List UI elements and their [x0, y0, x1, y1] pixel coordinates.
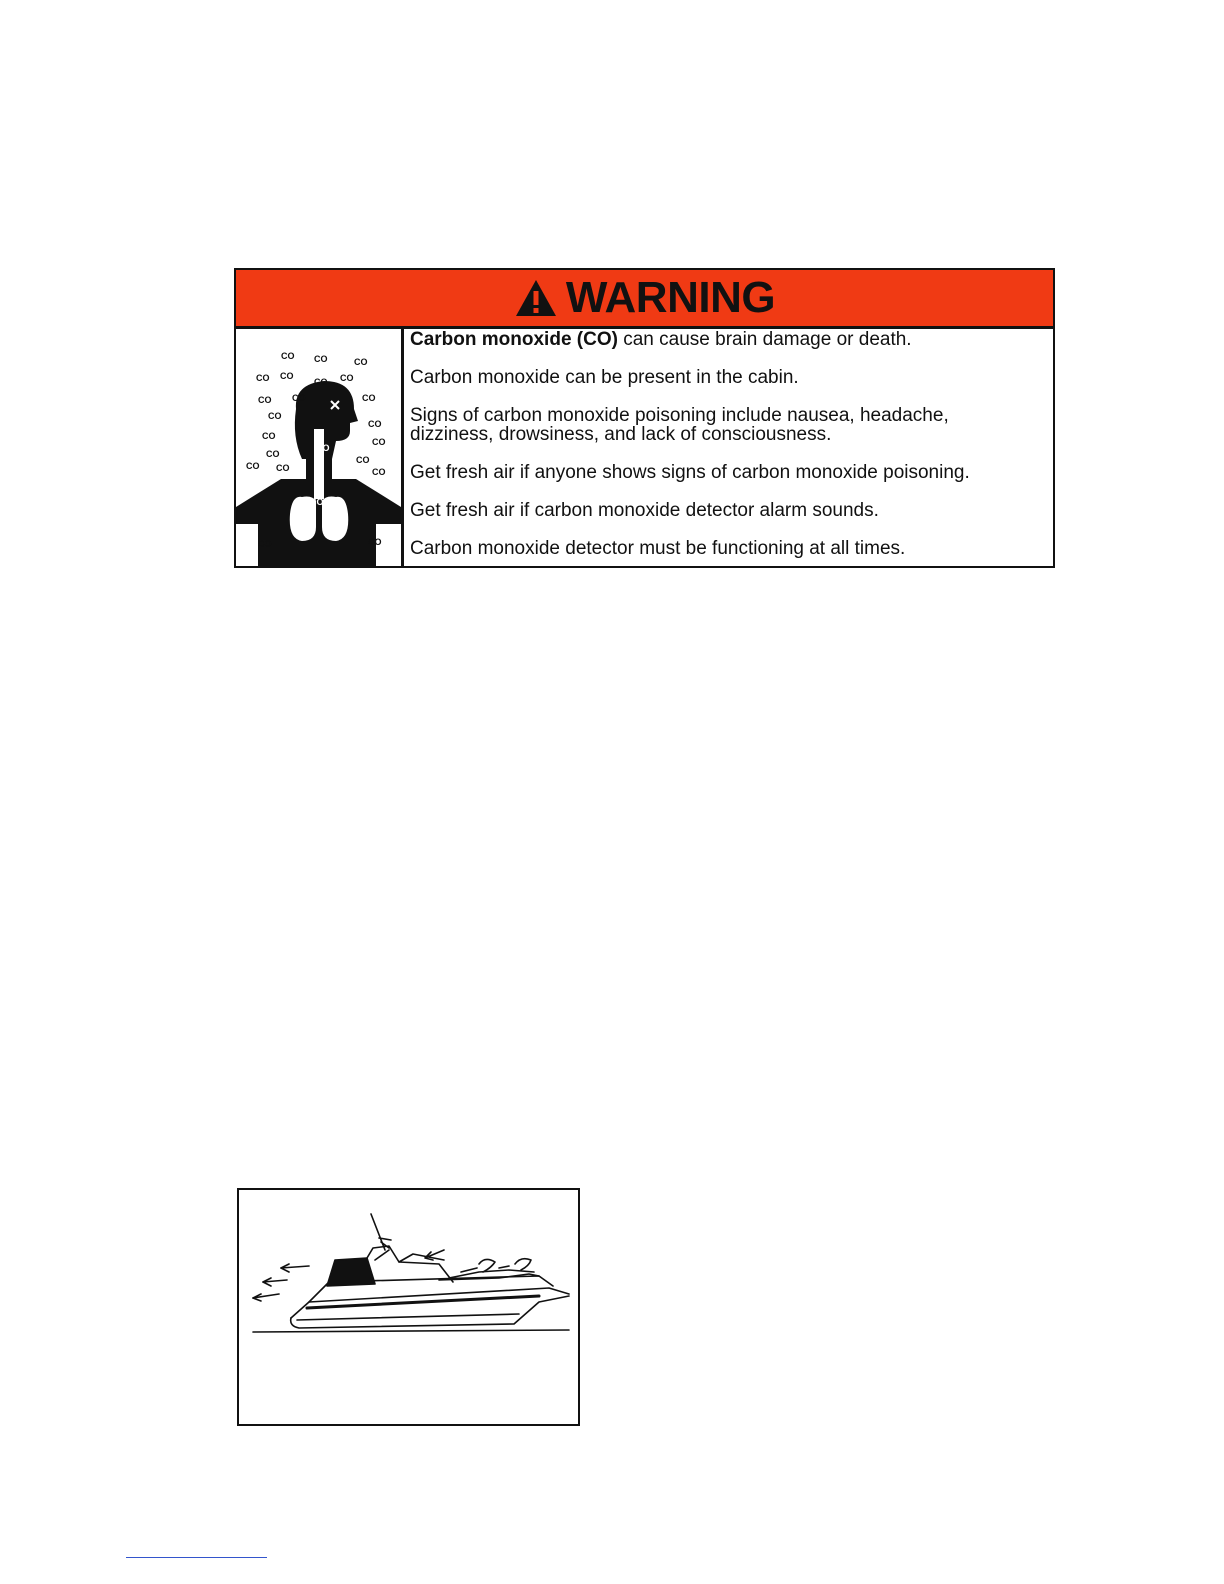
warning-line-2: Carbon monoxide can be present in the cabin.: [410, 367, 799, 388]
co-molecule: CO: [292, 393, 306, 403]
co-molecule: CO: [328, 521, 342, 531]
carbon-monoxide-pictogram: [236, 329, 404, 566]
footnote-rule: [126, 1557, 267, 1558]
warning-line-3a: Signs of carbon monoxide poisoning include nausea, headache,: [410, 405, 949, 426]
warning-line-1: [410, 330, 1049, 350]
warning-line-1-bold: Carbon monoxide (CO): [410, 329, 618, 350]
warning-triangle-icon: [514, 278, 558, 318]
co-molecule: CO: [262, 431, 276, 441]
co-molecule: CO: [362, 393, 376, 403]
warning-line-5: Get fresh air if carbon monoxide detector alarm sounds.: [410, 500, 879, 521]
co-molecule: CO: [316, 443, 330, 453]
co-molecule: CO: [310, 497, 324, 507]
co-molecule: CO: [340, 373, 354, 383]
co-molecule: CO: [280, 371, 294, 381]
carbon-monoxide-inhalation-icon: [236, 329, 401, 566]
co-molecule: CO: [354, 357, 368, 367]
co-molecule: CO: [314, 354, 328, 364]
co-molecule: CO: [368, 537, 382, 547]
warning-title: WARNING: [565, 273, 776, 322]
warning-line-3b: dizziness, drowsiness, and lack of consciousness.: [410, 424, 832, 445]
co-molecule: CO: [314, 377, 328, 387]
co-molecule: CO: [281, 351, 295, 361]
co-molecule: CO: [258, 539, 272, 549]
co-molecule: CO: [246, 461, 260, 471]
co-molecule: CO: [368, 419, 382, 429]
warning-text-panel: [408, 329, 1049, 566]
co-molecule: CO: [328, 501, 342, 511]
co-molecule: CO: [266, 449, 280, 459]
warning-line-4: Get fresh air if anyone shows signs of carbon monoxide poisoning.: [410, 462, 970, 483]
warning-header: [236, 270, 1053, 329]
co-molecule: CO: [256, 373, 270, 383]
boat-exhaust-airflow-icon: [239, 1190, 578, 1424]
boat-figure: [237, 1188, 580, 1426]
co-molecule: CO: [356, 455, 370, 465]
co-molecule: CO: [276, 463, 290, 473]
co-molecule: CO: [294, 517, 308, 527]
warning-line-6: Carbon monoxide detector must be functioning at all times.: [410, 538, 906, 559]
co-molecule: CO: [258, 395, 272, 405]
warning-line-1-text: can cause brain damage or death.: [617, 329, 912, 350]
co-molecule: CO: [372, 437, 386, 447]
warning-label: [234, 268, 1055, 568]
co-molecule: CO: [268, 411, 282, 421]
co-molecule: CO: [372, 467, 386, 477]
